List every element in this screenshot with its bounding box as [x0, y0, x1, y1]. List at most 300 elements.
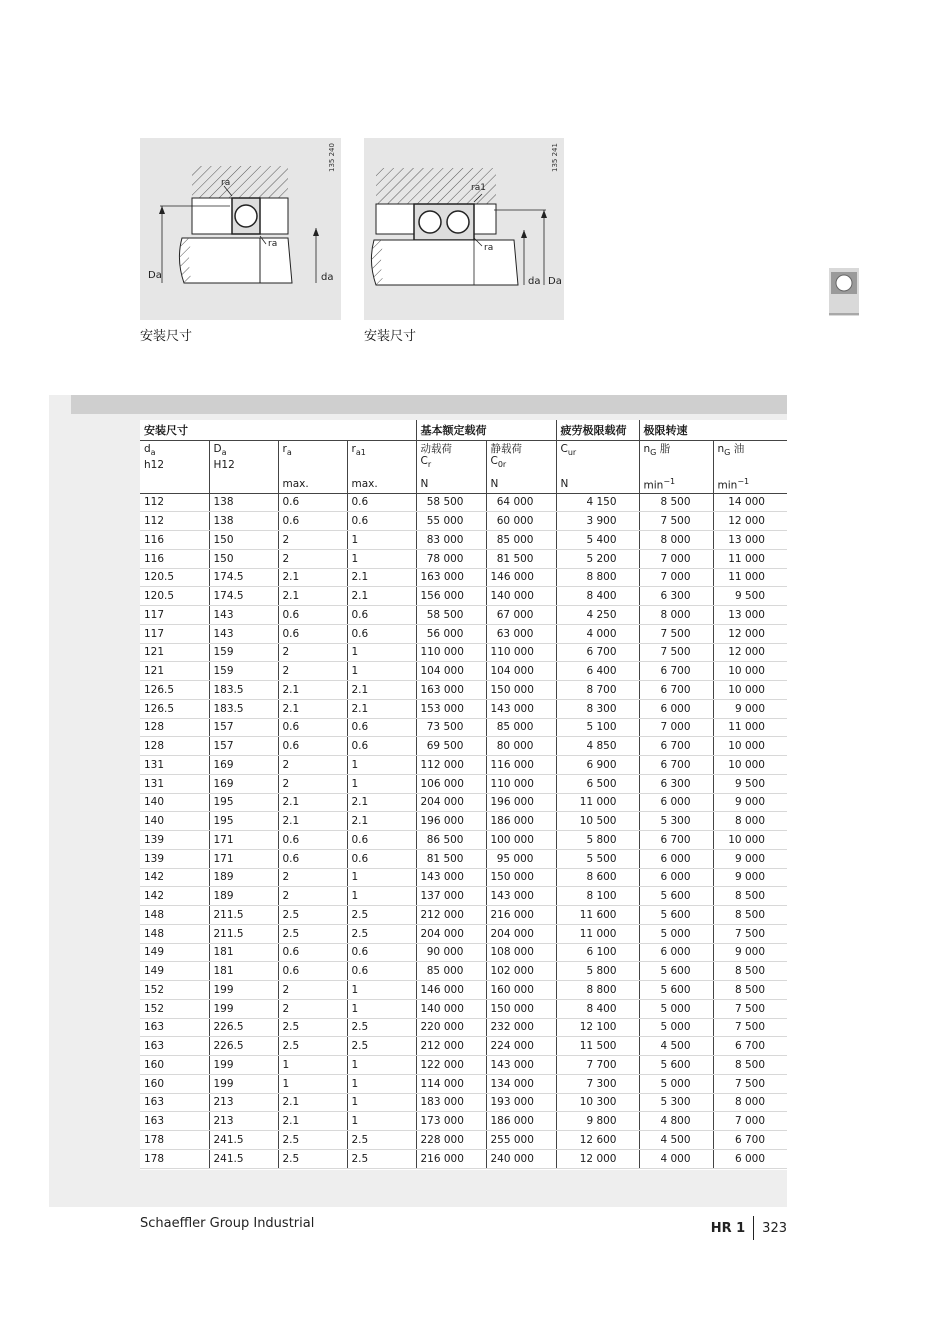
table-cell: 204 000 — [486, 924, 556, 943]
table-cell: 12 000 — [713, 643, 787, 662]
ra-bottom-label: ra — [268, 239, 278, 249]
table-cell: 150 000 — [486, 868, 556, 887]
table-cell: 63 000 — [486, 624, 556, 643]
table-cell: 195 — [209, 793, 278, 812]
col-C0r: 静载荷 $C_{0r}$ — [486, 441, 556, 478]
table-cell: 8 600 — [556, 868, 639, 887]
table-row — [140, 756, 787, 775]
table-cell: 64 000 — [486, 493, 556, 512]
table-cell: 6 000 — [639, 849, 713, 868]
table-cell: 0.6 — [347, 493, 416, 512]
table-cell: 189 — [209, 868, 278, 887]
table-cell: 146 000 — [486, 568, 556, 587]
table-cell: 6 300 — [639, 774, 713, 793]
table-cell: 108 000 — [486, 943, 556, 962]
table-row — [140, 793, 787, 812]
table-cell: 183.5 — [209, 681, 278, 700]
table-cell: 139 — [140, 849, 209, 868]
table-cell: 199 — [209, 981, 278, 1000]
table-cell: 10 000 — [713, 681, 787, 700]
table-cell: 5 600 — [639, 981, 713, 1000]
table-cell: 7 500 — [713, 924, 787, 943]
table-cell: 1 — [347, 549, 416, 568]
table-cell: 116 000 — [486, 756, 556, 775]
table-cell: 6 700 — [713, 1131, 787, 1150]
table-cell: 8 500 — [713, 887, 787, 906]
table-cell: 8 000 — [713, 812, 787, 831]
table-cell: 153 000 — [416, 699, 486, 718]
table-cell: 137 000 — [416, 887, 486, 906]
table-cell: 2.5 — [278, 1131, 347, 1150]
table-cell: 8 300 — [556, 699, 639, 718]
table-cell: 232 000 — [486, 1018, 556, 1037]
table-row — [140, 531, 787, 550]
table-cell: 95 000 — [486, 849, 556, 868]
table-cell: 224 000 — [486, 1037, 556, 1056]
table-cell: 157 — [209, 718, 278, 737]
table-cell: 110 000 — [486, 774, 556, 793]
table-cell: 120.5 — [140, 568, 209, 587]
table-cell: 78 000 — [416, 549, 486, 568]
table-cell: 8 100 — [556, 887, 639, 906]
table-cell: 2.5 — [278, 924, 347, 943]
table-cell: 212 000 — [416, 1037, 486, 1056]
table-cell: 9 500 — [713, 774, 787, 793]
table-row — [140, 568, 787, 587]
table-cell: 140 000 — [486, 587, 556, 606]
table-cell: 7 500 — [713, 1018, 787, 1037]
col-da: $d_a$ h12 — [144, 443, 165, 472]
table-cell: 152 — [140, 981, 209, 1000]
table-cell: 2.1 — [278, 587, 347, 606]
table-cell: 196 000 — [416, 812, 486, 831]
table-row — [140, 831, 787, 850]
table-cell: 9 000 — [713, 943, 787, 962]
table-cell: 241.5 — [209, 1149, 278, 1168]
table-cell: 2.5 — [278, 906, 347, 925]
table-cell: 2 — [278, 756, 347, 775]
table-cell: 193 000 — [486, 1093, 556, 1112]
table-cell: 0.6 — [278, 849, 347, 868]
table-cell: 0.6 — [347, 831, 416, 850]
table-cell: 11 000 — [713, 568, 787, 587]
table-row — [140, 737, 787, 756]
table-cell: 2.5 — [278, 1149, 347, 1168]
table-cell: 6 000 — [639, 868, 713, 887]
table-cell: 181 — [209, 943, 278, 962]
table-cell: 143 — [209, 624, 278, 643]
table-cell: 138 — [209, 512, 278, 531]
table-cell: 5 000 — [639, 999, 713, 1018]
table-cell: 85 000 — [416, 962, 486, 981]
table-row — [140, 774, 787, 793]
table-cell: 174.5 — [209, 587, 278, 606]
table-cell: 6 700 — [713, 1037, 787, 1056]
table-cell: 12 100 — [556, 1018, 639, 1037]
drawing-code: 135 241 — [551, 143, 559, 172]
table-cell: 5 600 — [639, 1056, 713, 1075]
table-row — [140, 1149, 787, 1168]
table-cell: 6 000 — [639, 793, 713, 812]
table-cell: 142 — [140, 887, 209, 906]
table-cell: 1 — [347, 531, 416, 550]
table-cell: 212 000 — [416, 906, 486, 925]
table-cell: 5 600 — [639, 962, 713, 981]
table-cell: 163 — [140, 1112, 209, 1131]
table-cell: 7 700 — [556, 1056, 639, 1075]
table-cell: 58 500 — [416, 606, 486, 625]
table-cell: 199 — [209, 1074, 278, 1093]
table-cell: 8 700 — [556, 681, 639, 700]
col-Cur: $C_{ur}$ — [556, 441, 639, 478]
Da-label: Da — [548, 276, 562, 287]
table-cell: 163 000 — [416, 681, 486, 700]
table-cell: 0.6 — [347, 512, 416, 531]
table-cell: 169 — [209, 756, 278, 775]
table-cell: 0.6 — [278, 962, 347, 981]
table-cell: 2.1 — [278, 568, 347, 587]
table-cell: 10 000 — [713, 737, 787, 756]
table-cell: 2.1 — [347, 793, 416, 812]
table-cell: 8 500 — [639, 493, 713, 512]
table-cell: 8 500 — [713, 1056, 787, 1075]
table-cell: 150 000 — [486, 681, 556, 700]
table-row — [140, 1112, 787, 1131]
table-cell: 160 — [140, 1056, 209, 1075]
table-cell: 8 500 — [713, 962, 787, 981]
table-cell: 9 500 — [713, 587, 787, 606]
table-cell: 12 000 — [713, 512, 787, 531]
table-cell: 2.5 — [347, 1037, 416, 1056]
table-cell: 159 — [209, 662, 278, 681]
table-cell: 163 000 — [416, 568, 486, 587]
table-cell: 152 — [140, 999, 209, 1018]
table-cell: 241.5 — [209, 1131, 278, 1150]
table-cell: 1 — [347, 981, 416, 1000]
table-cell: 0.6 — [278, 737, 347, 756]
table-cell: 11 600 — [556, 906, 639, 925]
table-cell: 143 — [209, 606, 278, 625]
table-cell: 2.5 — [347, 924, 416, 943]
table-row — [140, 1131, 787, 1150]
page-footer — [711, 1216, 787, 1240]
table-cell: 58 500 — [416, 493, 486, 512]
table-cell: 106 000 — [416, 774, 486, 793]
table-cell: 7 000 — [639, 718, 713, 737]
table-cell: 114 000 — [416, 1074, 486, 1093]
table-cell: 171 — [209, 849, 278, 868]
table-cell: 204 000 — [416, 793, 486, 812]
table-row — [140, 549, 787, 568]
table-cell: 183 000 — [416, 1093, 486, 1112]
table-cell: 2 — [278, 887, 347, 906]
page-number: 323 — [762, 1220, 787, 1236]
table-cell: 143 000 — [486, 887, 556, 906]
table-cell: 2.1 — [278, 699, 347, 718]
table-cell: 81 500 — [486, 549, 556, 568]
table-cell: 216 000 — [416, 1149, 486, 1168]
table-cell: 140 — [140, 812, 209, 831]
table-cell: 148 — [140, 906, 209, 925]
table-cell: 2.5 — [347, 1018, 416, 1037]
table-cell: 1 — [347, 756, 416, 775]
unit-Cur: N — [556, 477, 639, 493]
table-cell: 5 300 — [639, 1093, 713, 1112]
table-cell: 255 000 — [486, 1131, 556, 1150]
table-cell: 7 500 — [639, 624, 713, 643]
table-cell: 126.5 — [140, 699, 209, 718]
table-cell: 112 — [140, 493, 209, 512]
table-cell: 0.6 — [347, 962, 416, 981]
table-cell: 2 — [278, 643, 347, 662]
table-cell: 156 000 — [416, 587, 486, 606]
table-cell: 2 — [278, 531, 347, 550]
table-cell: 6 700 — [639, 681, 713, 700]
group-fatigue-limit-load: 疲劳极限载荷 — [556, 420, 639, 441]
table-cell: 8 800 — [556, 981, 639, 1000]
table-cell: 7 500 — [639, 643, 713, 662]
table-cell: 116 — [140, 531, 209, 550]
table-cell: 100 000 — [486, 831, 556, 850]
table-cell: 7 500 — [713, 999, 787, 1018]
table-row — [140, 812, 787, 831]
table-cell: 134 000 — [486, 1074, 556, 1093]
table-cell: 11 000 — [713, 718, 787, 737]
table-cell: 140 000 — [416, 999, 486, 1018]
table-row — [140, 587, 787, 606]
table-cell: 9 000 — [713, 849, 787, 868]
table-cell: 6 700 — [639, 831, 713, 850]
da-label: da — [528, 276, 541, 287]
table-cell: 213 — [209, 1112, 278, 1131]
table-cell: 181 — [209, 962, 278, 981]
table-row — [140, 849, 787, 868]
table-cell: 6 000 — [713, 1149, 787, 1168]
table-cell: 226.5 — [209, 1037, 278, 1056]
table-cell: 2 — [278, 868, 347, 887]
table-cell: 1 — [347, 774, 416, 793]
table-row — [140, 1037, 787, 1056]
table-cell: 1 — [278, 1056, 347, 1075]
table-cell: 2.1 — [347, 699, 416, 718]
table-cell: 1 — [347, 1112, 416, 1131]
table-cell: 55 000 — [416, 512, 486, 531]
table-cell: 2.5 — [278, 1018, 347, 1037]
table-cell: 83 000 — [416, 531, 486, 550]
unit-da — [140, 477, 209, 493]
table-row — [140, 624, 787, 643]
table-cell: 0.6 — [278, 624, 347, 643]
table-cell: 0.6 — [278, 512, 347, 531]
table-cell: 80 000 — [486, 737, 556, 756]
table-cell: 1 — [278, 1074, 347, 1093]
table-cell: 10 000 — [713, 662, 787, 681]
table-row — [140, 718, 787, 737]
table-row — [140, 493, 787, 512]
table-cell: 138 — [209, 493, 278, 512]
table-cell: 6 400 — [556, 662, 639, 681]
dimension-table — [140, 420, 787, 1169]
ra-label: ra — [484, 243, 494, 253]
table-row — [140, 999, 787, 1018]
table-cell: 0.6 — [347, 737, 416, 756]
table-row — [140, 906, 787, 925]
col-nG-oil: $n_G$ 油 — [713, 441, 787, 478]
table-cell: 240 000 — [486, 1149, 556, 1168]
table-cell: 5 500 — [556, 849, 639, 868]
table-cell: 0.6 — [278, 831, 347, 850]
table-cell: 186 000 — [486, 812, 556, 831]
table-cell: 2.1 — [278, 1112, 347, 1131]
table-cell: 8 500 — [713, 906, 787, 925]
table-cell: 6 300 — [639, 587, 713, 606]
table-cell: 0.6 — [278, 718, 347, 737]
table-row — [140, 512, 787, 531]
table-cell: 5 000 — [639, 924, 713, 943]
table-cell: 2.1 — [278, 812, 347, 831]
table-cell: 90 000 — [416, 943, 486, 962]
table-row — [140, 962, 787, 981]
table-cell: 2.1 — [278, 1093, 347, 1112]
table-cell: 2.1 — [278, 681, 347, 700]
table-cell: 12 000 — [713, 624, 787, 643]
table-row — [140, 981, 787, 1000]
table-cell: 174.5 — [209, 568, 278, 587]
table-cell: 143 000 — [486, 699, 556, 718]
table-cell: 11 500 — [556, 1037, 639, 1056]
table-cell: 8 000 — [639, 531, 713, 550]
table-cell: 2 — [278, 774, 347, 793]
table-cell: 121 — [140, 643, 209, 662]
unit-ra: max. — [278, 477, 347, 493]
table-cell: 146 000 — [416, 981, 486, 1000]
table-cell: 160 000 — [486, 981, 556, 1000]
bearing-mounting-diagram-single — [140, 138, 341, 320]
table-cell: 149 — [140, 962, 209, 981]
table-cell: 150 — [209, 531, 278, 550]
table-cell: 6 000 — [639, 699, 713, 718]
company-name: Schaeffler Group Industrial — [140, 1216, 315, 1231]
table-cell: 5 300 — [639, 812, 713, 831]
table-cell: 228 000 — [416, 1131, 486, 1150]
table-cell: 2.5 — [347, 1131, 416, 1150]
table-cell: 5 600 — [639, 906, 713, 925]
table-cell: 4 500 — [639, 1037, 713, 1056]
table-cell: 2 — [278, 999, 347, 1018]
table-cell: 60 000 — [486, 512, 556, 531]
unit-ra1: max. — [347, 477, 416, 493]
table-cell: 1 — [347, 1093, 416, 1112]
unit-nG-oil: $\min^{-1}$ — [713, 477, 787, 493]
table-row — [140, 887, 787, 906]
table-cell: 5 200 — [556, 549, 639, 568]
table-row — [140, 699, 787, 718]
table-cell: 2.5 — [347, 1149, 416, 1168]
table-cell: 1 — [347, 643, 416, 662]
group-mounting-dimensions: 安装尺寸 — [140, 420, 416, 441]
table-cell: 8 500 — [713, 981, 787, 1000]
table-cell: 186 000 — [486, 1112, 556, 1131]
table-cell: 67 000 — [486, 606, 556, 625]
table-cell: 8 000 — [639, 606, 713, 625]
table-cell: 0.6 — [278, 606, 347, 625]
table-cell: 86 500 — [416, 831, 486, 850]
table-cell: 126.5 — [140, 681, 209, 700]
table-cell: 3 900 — [556, 512, 639, 531]
table-cell: 121 — [140, 662, 209, 681]
table-row — [140, 943, 787, 962]
table-cell: 0.6 — [347, 624, 416, 643]
table-cell: 128 — [140, 718, 209, 737]
column-header-row — [140, 441, 787, 478]
table-cell: 196 000 — [486, 793, 556, 812]
table-cell: 4 150 — [556, 493, 639, 512]
group-limiting-speed: 极限转速 — [639, 420, 787, 441]
table-cell: 116 — [140, 549, 209, 568]
table-cell: 6 100 — [556, 943, 639, 962]
table-cell: 131 — [140, 756, 209, 775]
table-cell: 5 800 — [556, 831, 639, 850]
table-cell: 10 500 — [556, 812, 639, 831]
da-label: da — [321, 272, 334, 283]
table-cell: 150 000 — [486, 999, 556, 1018]
table-cell: 0.6 — [347, 606, 416, 625]
table-cell: 6 700 — [639, 662, 713, 681]
table-cell: 8 000 — [713, 1093, 787, 1112]
table-cell: 2.1 — [347, 812, 416, 831]
table-cell: 220 000 — [416, 1018, 486, 1037]
table-cell: 211.5 — [209, 906, 278, 925]
table-cell: 1 — [347, 1056, 416, 1075]
table-cell: 0.6 — [347, 718, 416, 737]
table-cell: 8 400 — [556, 999, 639, 1018]
table-cell: 128 — [140, 737, 209, 756]
col-ra: $r_a$ — [278, 441, 347, 478]
table-cell: 143 000 — [486, 1056, 556, 1075]
table-row — [140, 1056, 787, 1075]
table-cell: 5 600 — [639, 887, 713, 906]
table-cell: 10 000 — [713, 756, 787, 775]
table-cell: 5 800 — [556, 962, 639, 981]
table-cell: 6 700 — [556, 643, 639, 662]
table-cell: 2 — [278, 981, 347, 1000]
table-cell: 4 000 — [639, 1149, 713, 1168]
table-cell: 5 000 — [639, 1018, 713, 1037]
table-cell: 102 000 — [486, 962, 556, 981]
table-cell: 178 — [140, 1149, 209, 1168]
footer-divider — [753, 1216, 754, 1240]
table-cell: 7 500 — [713, 1074, 787, 1093]
table-cell: 13 000 — [713, 606, 787, 625]
unit-row — [140, 477, 787, 493]
table-cell: 2.5 — [347, 906, 416, 925]
table-row — [140, 924, 787, 943]
mounting-drawing-double — [364, 138, 564, 320]
table-cell: 163 — [140, 1093, 209, 1112]
table-cell: 0.6 — [347, 943, 416, 962]
table-cell: 7 000 — [713, 1112, 787, 1131]
table-cell: 211.5 — [209, 924, 278, 943]
table-cell: 213 — [209, 1093, 278, 1112]
table-cell: 1 — [347, 1074, 416, 1093]
col-nG-grease: $n_G$ 脂 — [639, 441, 713, 478]
drawing-code: 135 240 — [328, 143, 336, 172]
table-cell: 7 300 — [556, 1074, 639, 1093]
table-cell: 112 — [140, 512, 209, 531]
ra1-label: ra1 — [471, 183, 486, 193]
table-row — [140, 606, 787, 625]
table-cell: 85 000 — [486, 718, 556, 737]
